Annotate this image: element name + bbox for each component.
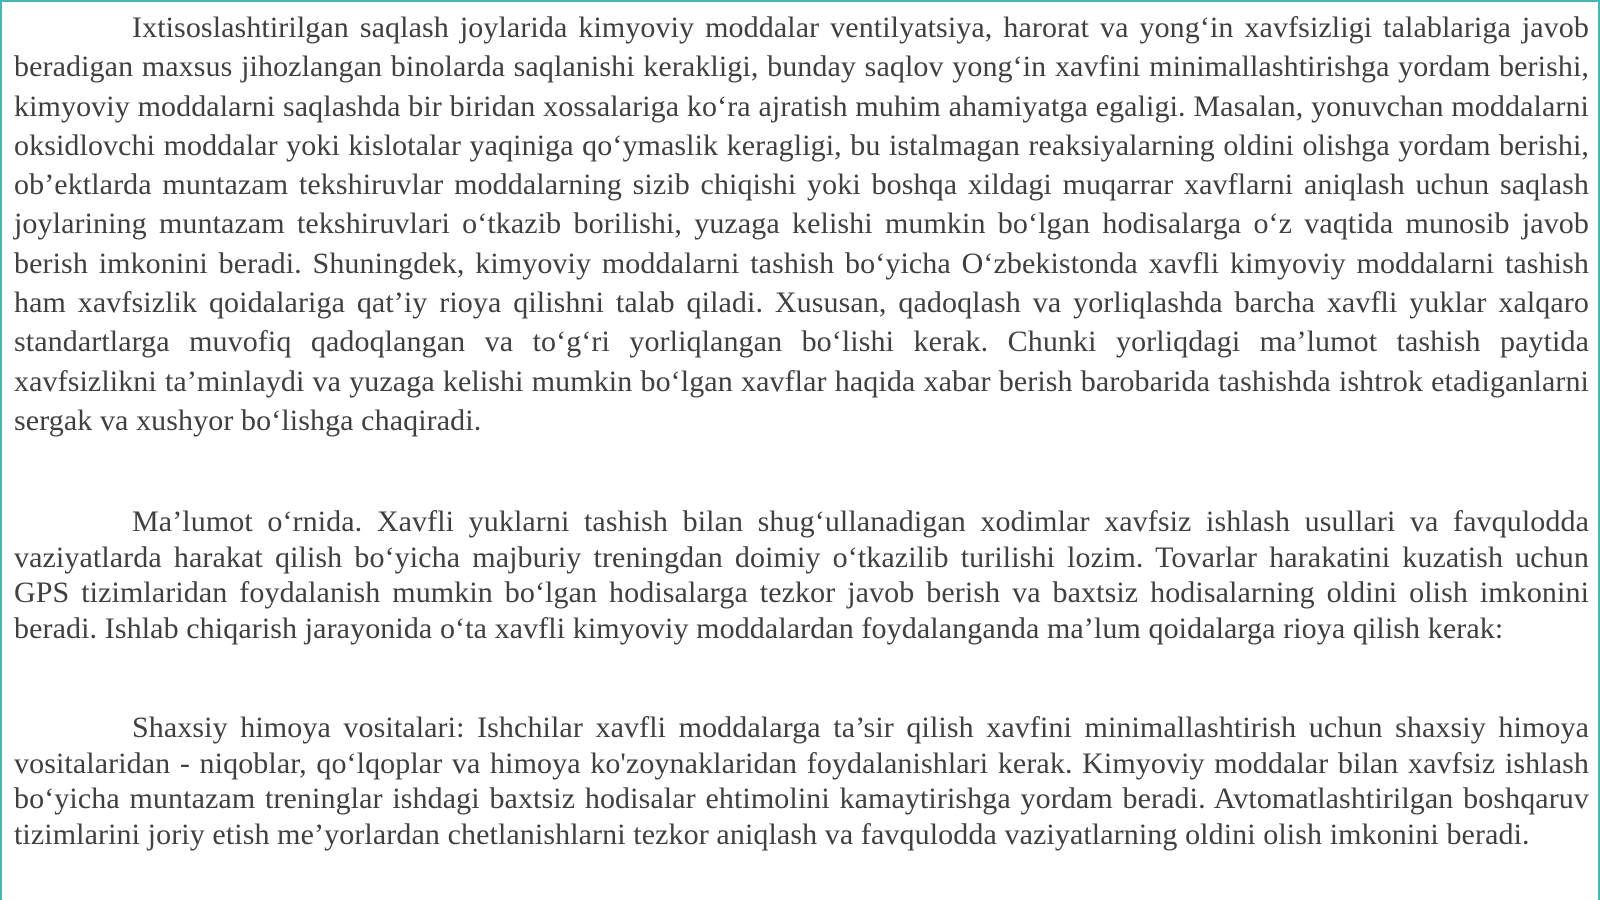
paragraph-training-gps: Ma’lumot o‘rnida. Xavfli yuklarni tashish bilan shug‘ullanadigan xodimlar xavfsiz ishlash usullari va favqulodda vaziyatlarda harakat qilish bo‘yicha majburiy treningdan doimiy o‘tkazilib turilishi lozim. Tovarlar harakatini kuzatish uchun GPS tizimlaridan foydalanish mumkin bo‘lgan hodisalarga tezkor javob berish va baxtsiz hodisalarning oldini olish imkonini beradi. Ishlab chiqarish jarayonida o‘ta xavfli kimyoviy moddalardan foydalanganda ma’lum qoidalarga rioya qilish kerak:	[14, 505, 1589, 645]
paragraph-storage-transport: Ixtisoslashtirilgan saqlash joylarida kimyoviy moddalar ventilyatsiya, harorat va yong‘in xavfsizligi talablariga javob beradigan maxsus jihozlangan binolarda saqlanishi kerakligi, bunday saqlov yong‘in xavfini minimallashtirishga yordam berishi, kimyoviy moddalarni saqlashda bir biridan xossalariga ko‘ra ajratish muhim ahamiyatga egaligi. Masalan, yonuvchan moddalarni oksidlovchi moddalar yoki kislotalar yaqiniga qo‘ymaslik keragligi, bu istalmagan reaksiyalarning oldini olishga yordam berishi, ob’ektlarda muntazam tekshiruvlar moddalarning sizib chiqishi yoki boshqa xildagi muqarrar xavflarni aniqlash uchun saqlash joylarining muntazam tekshiruvlari o‘tkazib borilishi, yuzaga kelishi mumkin bo‘lgan hodisalarga o‘z vaqtida munosib javob berish imkonini beradi. Shuningdek, kimyoviy moddalarni tashish bo‘yicha O‘zbekistonda xavfli kimyoviy moddalarni tashish ham xavfsizlik qoidalariga qat’iy rioya qilishni talab qiladi. Xususan, qadoqlash va yorliqlashda barcha xavfli yuklar xalqaro standartlarga muvofiq qadoqlangan va to‘g‘ri yorliqlangan bo‘lishi kerak. Chunki yorliqdagi ma’lumot tashish paytida xavfsizlikni ta’minlaydi va yuzaga kelishi mumkin bo‘lgan xavflar haqida xabar berish barobarida tashishda ishtrok etadiganlarni sergak va xushyor bo‘lishga chaqiradi.	[14, 11, 1589, 437]
paragraph-protective-equipment: Shaxsiy himoya vositalari: Ishchilar xavfli moddalarga ta’sir qilish xavfini minimallashtirish uchun shaxsiy himoya vositalaridan - niqoblar, qo‘lqoplar va himoya ko'zoynaklaridan foydalanishlari kerak. Kimyoviy moddalar bilan xavfsiz ishlash bo‘yicha muntazam treninglar ishdagi baxtsiz hodisalar ehtimolini kamaytirishga yordam beradi. Avtomatlashtirilgan boshqaruv tizimlarini joriy etish me’yorlardan chetlanishlarni tezkor aniqlash va favqulodda vaziyatlarning oldini olish imkonini beradi.	[14, 711, 1589, 851]
